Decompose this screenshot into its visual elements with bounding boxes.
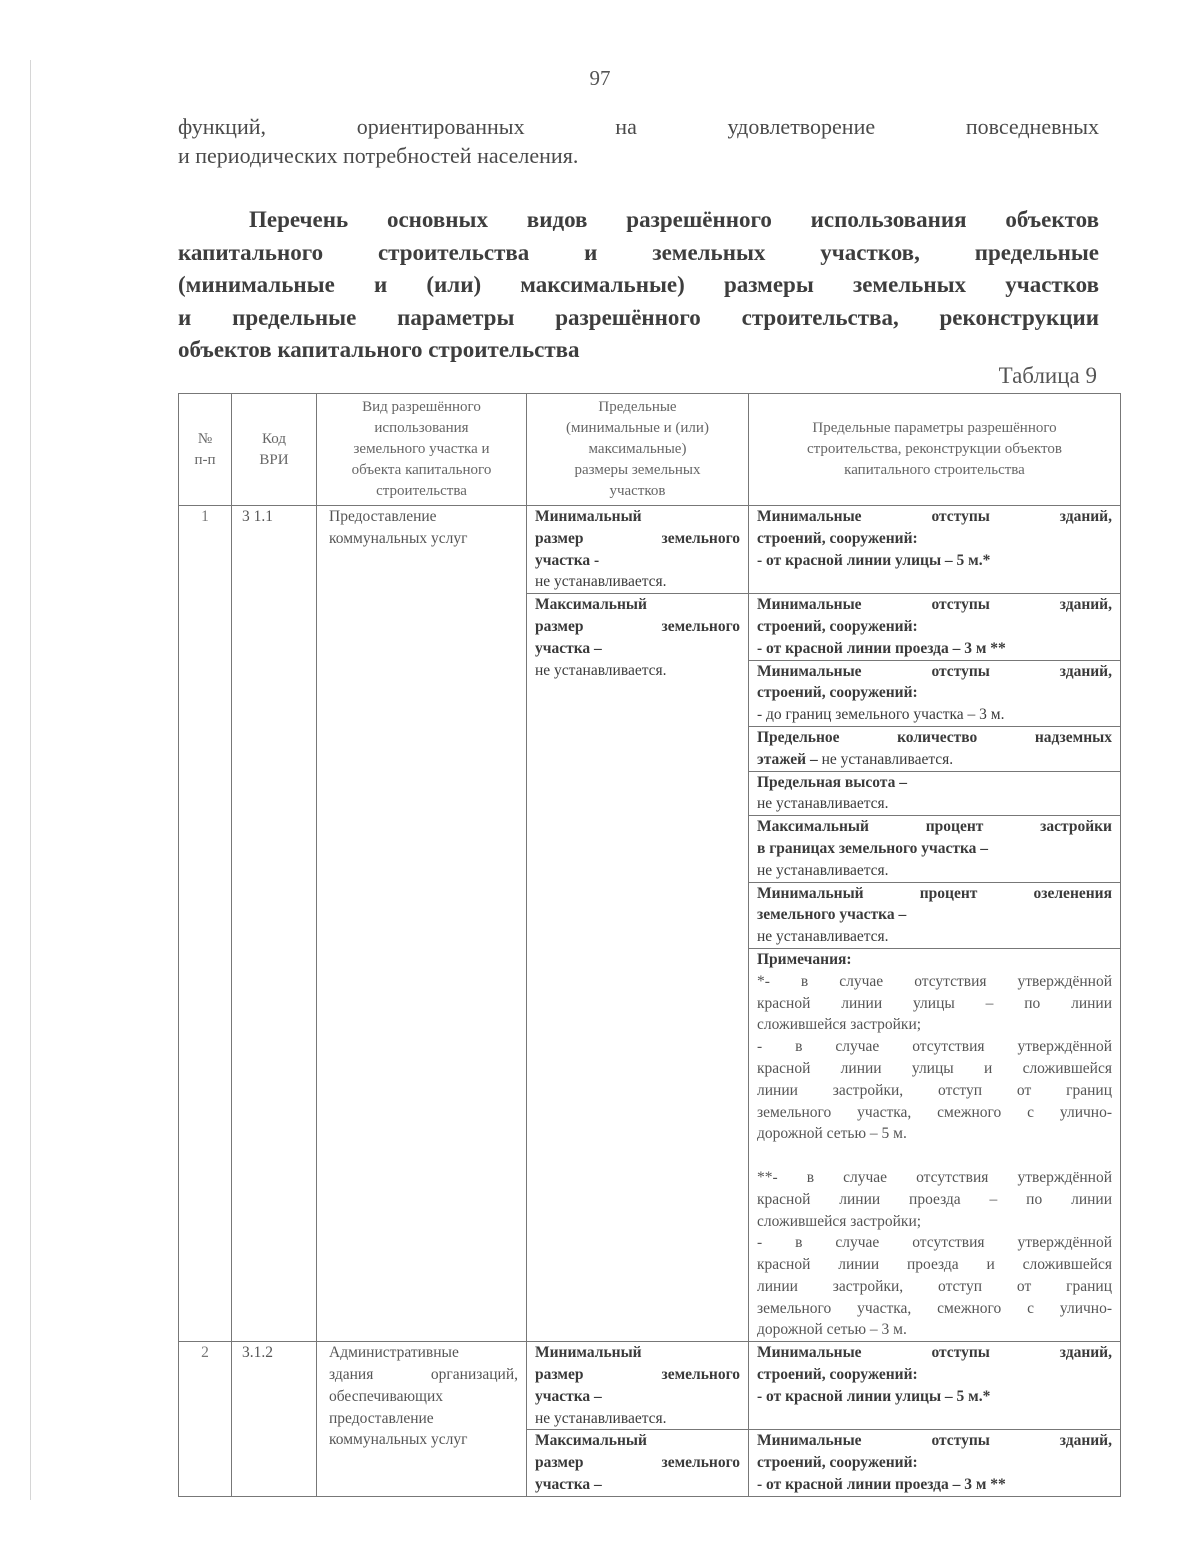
size-min-cell: Минимальный размер земельного участка - не устанавливается.	[527, 506, 749, 594]
header-kind: Вид разрешённого использования земельного участка и объекта капитального строительства	[317, 394, 527, 506]
header-params: Предельные параметры разрешённого строительства, реконструкции объектов капитального строительства	[749, 394, 1121, 506]
table-header-row	[179, 394, 1121, 506]
param-cell: Максимальный процент застройки в границах земельного участка – не устанавливается.	[749, 816, 1121, 882]
row-number: 2	[179, 1342, 232, 1497]
header-num: № п-п	[179, 394, 232, 506]
row-code: 3.1.2	[232, 1342, 317, 1497]
size-min-cell: Минимальный размер земельного участка – не устанавливается.	[527, 1342, 749, 1430]
param-cell: Минимальные отступы зданий, строений, сооружений: - от красной линии проезда – 3 м **	[749, 594, 1121, 660]
page-number: 97	[589, 66, 611, 90]
table-label: Таблица 9	[998, 363, 1097, 388]
permitted-use-table	[178, 393, 1121, 1497]
row-code: 3 1.1	[232, 506, 317, 1342]
param-cell: Минимальный процент озеленения земельного участка – не устанавливается.	[749, 882, 1121, 948]
notes-cell: Примечания: *- в случае отсутствия утверждённой красной линии улицы – по линии сложившейся застройки; - в случае отсутствия утверждённой красной линии улицы и сложившейся линии застройки, отступ от границ земельного участка, смежного с улично- дорожной сетью – 5 м. **- в случае отсутствия утверждённой красной линии проезда – по линии сложившейся застройки; - в случае отсутствия утверждённой красной линии проезда и сложившейся линии застройки, отступ от границ земельного участка, смежного с улично- дорожной сетью – 3 м.	[749, 948, 1121, 1341]
param-cell: Предельная высота – не устанавливается.	[749, 771, 1121, 816]
param-cell: Минимальные отступы зданий, строений, сооружений: - от красной линии проезда – 3 м **	[749, 1430, 1121, 1496]
size-max-cell: Максимальный размер земельного участка –	[527, 1430, 749, 1496]
row-use-name: Административные здания организаций, обеспечивающих предоставление коммунальных услуг	[317, 1342, 527, 1497]
param-cell: Минимальные отступы зданий, строений, сооружений: - от красной линии улицы – 5 м.*	[749, 1342, 1121, 1430]
intro-line-2: и периодических потребностей населения.	[178, 143, 579, 168]
param-cell: Минимальные отступы зданий, строений, сооружений: - до границ земельного участка – 3 м.	[749, 660, 1121, 726]
section-heading: Перечень основных видов разрешённого использования объектов капитального строительства и земельных участков, предельные (минимальные и (или) максимальные) размеры земельных участков и предельные параметры разрешённого строительства, реконструкции объектов капитального строительства	[178, 207, 1099, 362]
page-margin-line	[30, 60, 31, 1500]
intro-paragraph	[178, 112, 1099, 170]
header-code: Код ВРИ	[232, 394, 317, 506]
header-sizes: Предельные (минимальные и (или) максимальные) размеры земельных участков	[527, 394, 749, 506]
table-row	[179, 1342, 1121, 1430]
row-number: 1	[179, 506, 232, 1342]
row-use-name: Предоставление коммунальных услуг	[317, 506, 527, 1342]
table-row	[179, 506, 1121, 594]
param-cell: Минимальные отступы зданий, строений, сооружений: - от красной линии улицы – 5 м.*	[749, 506, 1121, 594]
size-max-cell: Максимальный размер земельного участка – не устанавливается.	[527, 594, 749, 1342]
intro-line-1: функций, ориентированных на удовлетворение повседневных	[178, 114, 1100, 139]
param-cell: Предельное количество надземных этажей – не устанавливается.	[749, 726, 1121, 771]
